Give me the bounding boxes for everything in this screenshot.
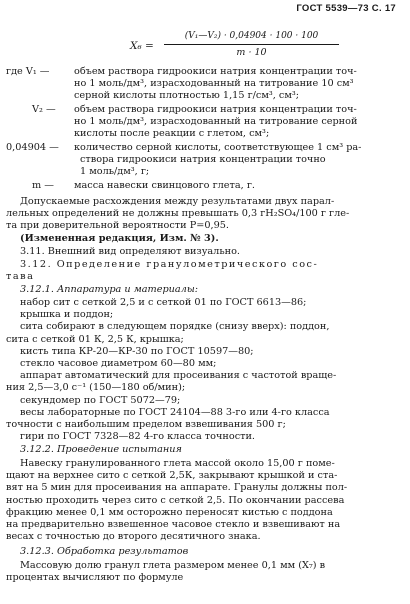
list-item: сита с сеткой 01 К, 2,5 К, крышка; [6,333,184,345]
fraction-bar [164,44,339,45]
text-line: тава [6,271,35,283]
text-line: 3.12. Определение гранулометрического сос- [20,259,319,270]
section-3-12-2-title: 3.12.2. Проведение испытания [20,444,182,455]
list-item: набор сит с сеткой 2,5 и с сеткой 01 по ГОСТ 6613—86; [20,297,307,308]
revision-note: (Измененная редакция, Изм. № 3). [20,233,219,244]
definition-v2 [6,104,410,140]
text-line: фракцию менее 0,1 мм осторожно переносят кистью с поддона [6,506,333,518]
definition-line: но 1 моль/дм³, израсходованный на титрование серной [74,116,358,127]
list-item: секундомер по ГОСТ 5072—79; [20,394,181,406]
list-item: гири по ГОСТ 7328—82 4-го класса точности. [20,431,256,443]
list-item: весы лабораторные по ГОСТ 24104—88 3-го или 4-го класса [20,406,330,418]
definition-m [6,180,410,192]
formula-numerator: (V₁—V₂) · 0,04904 · 100 · 100 [184,31,319,41]
text-line: процентах вычисляют по формуле [6,572,184,584]
formula-x6 [130,30,330,64]
text-line: вят на 5 мин для просеивания на аппарате. Гранулы должны пол- [6,482,348,494]
definition-line: кислоты после реакции с глетом, см³; [74,128,270,139]
section-3-11: 3.11. Внешний вид определяют визуально. [20,246,240,257]
definition-line: объем раствора гидроокиси натрия концентрации точ- [74,66,357,77]
list-item: ния 2,5—3,0 с⁻¹ (150—180 об/мин); [6,382,186,394]
definition-line: 1 моль/дм³, г; [80,166,150,177]
list-item: кисть типа КР-20—КР-30 по ГОСТ 10597—80; [20,345,254,357]
list-item: стекло часовое диаметром 60—80 мм; [20,358,217,370]
definition-line: но 1 моль/дм³, израсходованный на титрование 10 см³ [74,78,354,89]
procedure-paragraph [6,458,392,543]
definition-coefficient [6,142,410,178]
definition-term: где V₁ — [6,66,50,77]
text-line: на предварительно взвешенное часовое стекло и взвешивают на [6,519,341,531]
text-line: весах с точностью до второго десятичного знака. [6,531,261,543]
definition-line: створа гидроокиси натрия концентрации точно [80,154,326,165]
text-line: ностью проходить через сито с сеткой 2,5. По окончании рассева [6,494,345,506]
section-3-12-heading [6,259,406,283]
list-item: аппарат автоматический для просеивания с частотой враще- [20,370,337,382]
definition-line: серной кислоты плотностью 1,15 г/см³, см³; [74,90,300,101]
definition-line: количество серной кислоты, соответствующее 1 см³ ра- [74,142,362,153]
paragraph-discrepancy [6,196,392,233]
definition-line: масса навески свинцового глета, г. [74,180,255,191]
text-line: лельных определений не должны превышать 0,3 гH₂SO₄/100 г гле- [6,208,350,220]
definition-line: объем раствора гидроокиси натрия концентрации точ- [74,104,357,115]
definition-term: 0,04904 — [6,142,59,153]
text-line: та при доверительной вероятности P=0,95. [6,220,229,232]
text-line: Навеску гранулированного глета массой около 15,00 г поме- [20,458,335,469]
apparatus-list [6,297,392,443]
section-3-12-1-title: 3.12.1. Аппаратура и материалы: [20,284,198,295]
definition-v1 [6,66,410,102]
definition-term: V₂ — [32,104,56,115]
text-line: щают на верхнее сито с сеткой 2,5К, закрывают крышкой и ста- [6,470,338,482]
text-line: Допускаемые расхождения между результатами двух парал- [20,196,335,207]
list-item: сита собирают в следующем порядке (снизу вверх): поддон, [20,321,330,333]
list-item: точности с наибольшим пределом взвешивания 500 г; [6,419,286,431]
formula-lhs: X₆ = [130,40,154,52]
section-3-12-3-title: 3.12.3. Обработка результатов [20,546,189,557]
results-paragraph [6,560,392,584]
text-line: Массовую долю гранул глета размером менее 0,1 мм (X₇) в [20,560,326,571]
formula-denominator: m · 10 [236,47,267,58]
definition-term: m — [32,180,54,191]
page-header: ГОСТ 5539—73 С. 17 [296,3,396,14]
list-item: крышка и поддон; [20,309,114,321]
